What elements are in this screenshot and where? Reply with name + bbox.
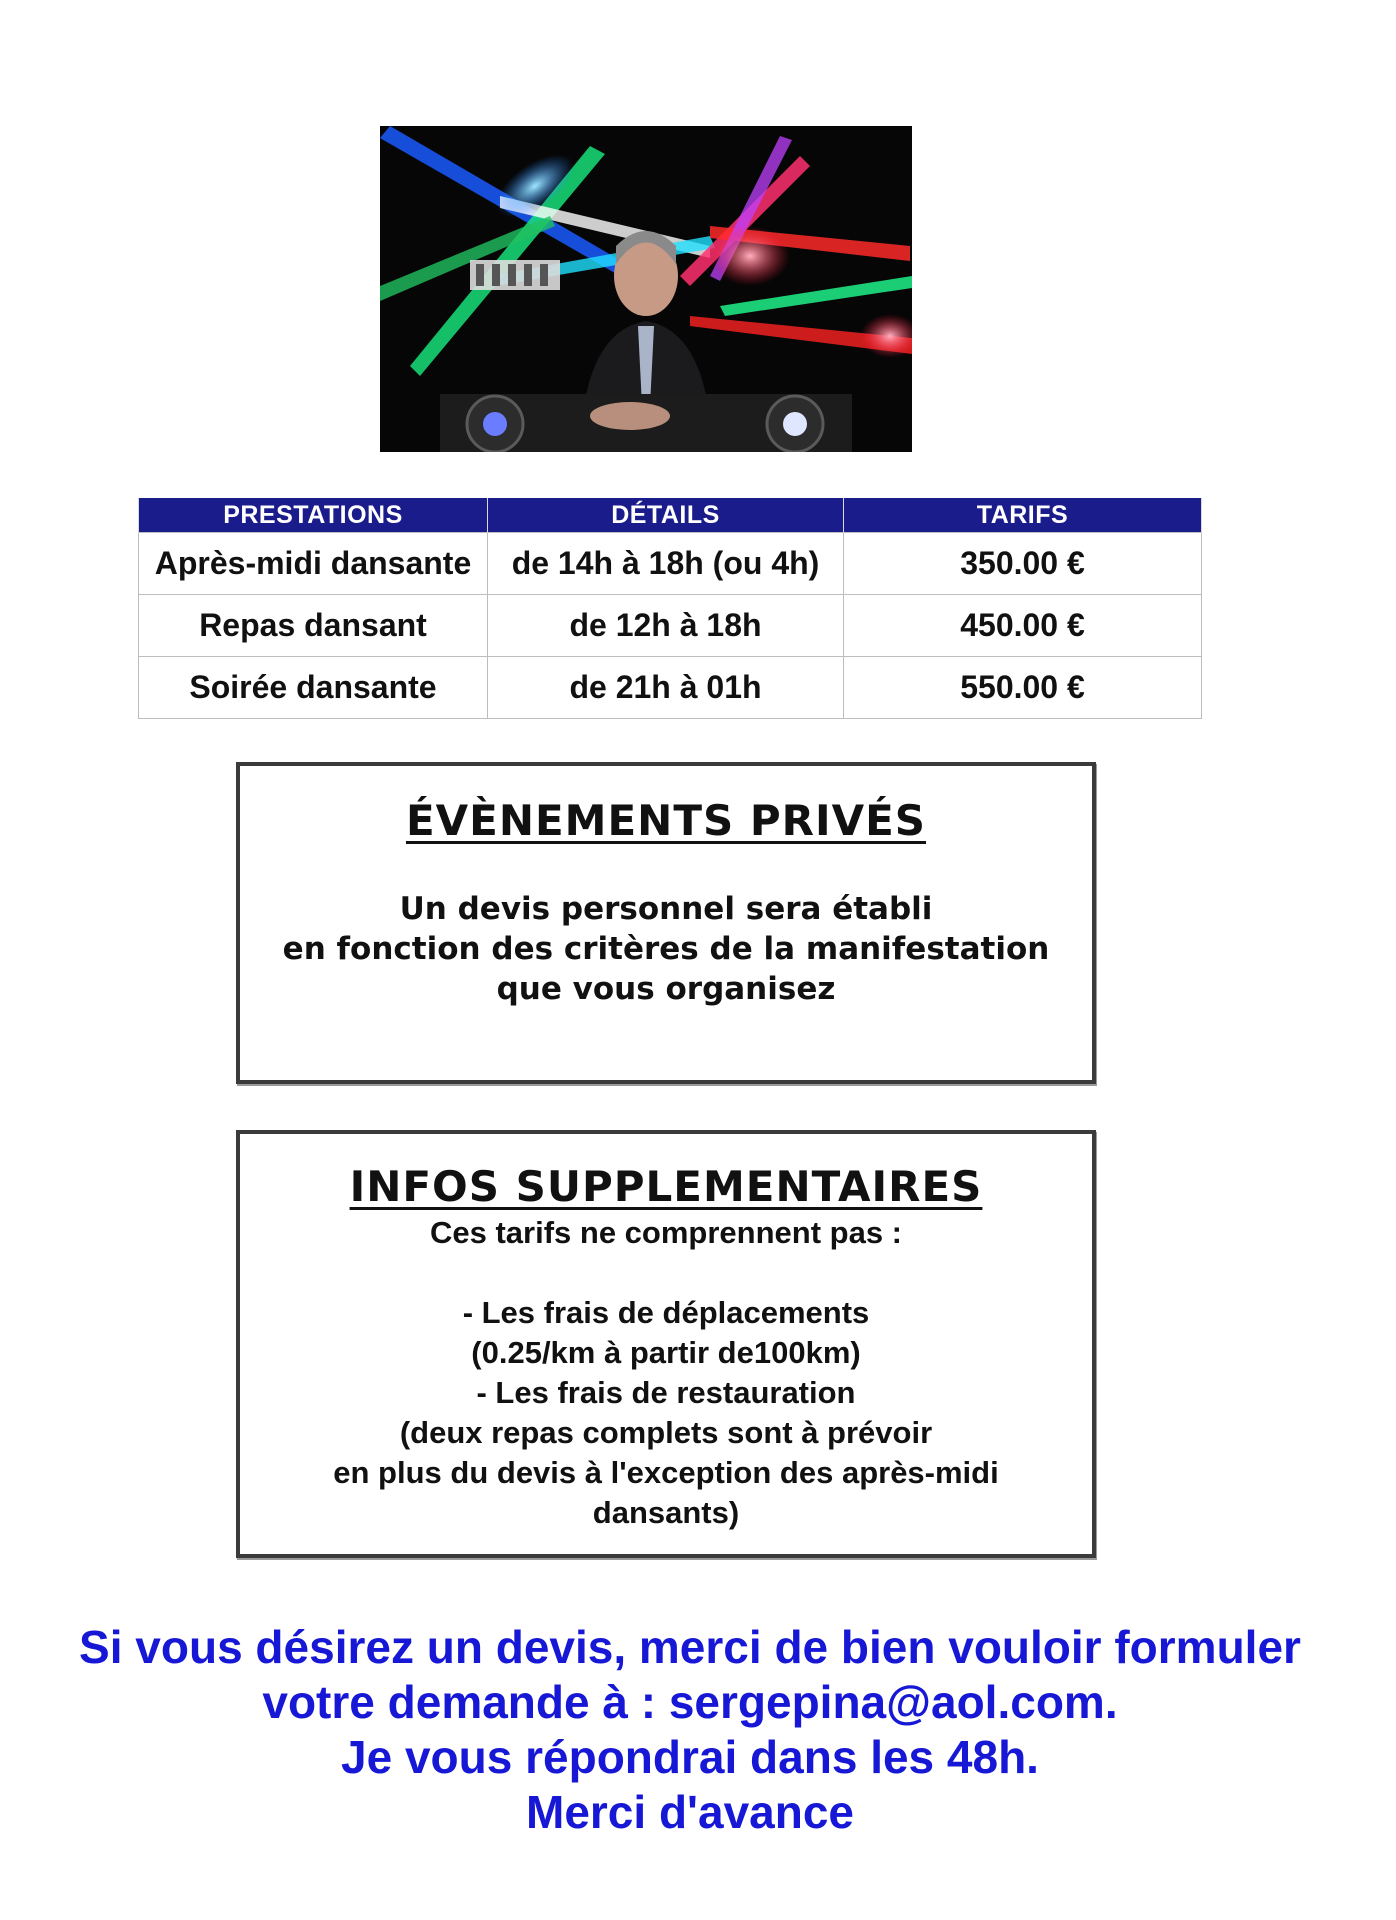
header-tarifs: TARIFS	[844, 498, 1202, 533]
dj-photo	[380, 126, 912, 452]
pricing-header-row	[139, 498, 1202, 533]
service-cell: Repas dansant	[139, 595, 488, 657]
additional-info-line: (0.25/km à partir de100km)	[471, 1335, 861, 1370]
private-events-box	[236, 762, 1096, 1084]
details-cell: de 21h à 01h	[488, 657, 844, 719]
price-cell: 450.00 €	[844, 595, 1202, 657]
service-cell: Après-midi dansante	[139, 533, 488, 595]
additional-info-line: en plus du devis à l'exception des après-midi	[333, 1455, 999, 1490]
private-events-title: ÉVÈNEMENTS PRIVÉS	[405, 796, 927, 845]
private-events-line: en fonction des critères de la manifestation	[282, 931, 1050, 967]
additional-info-line: dansants)	[592, 1495, 740, 1530]
private-events-line: Un devis personnel sera établi	[399, 891, 933, 927]
additional-info-intro: Ces tarifs ne comprennent pas :	[429, 1215, 902, 1250]
private-events-line: que vous organisez	[496, 971, 836, 1007]
contact-line: Merci d'avance	[526, 1786, 854, 1838]
dj-photo-icon	[380, 126, 912, 452]
additional-info-title: INFOS SUPPLEMENTAIRES	[349, 1162, 983, 1211]
additional-info-box	[236, 1130, 1096, 1558]
contact-line: Je vous répondrai dans les 48h.	[341, 1731, 1039, 1783]
table-row	[139, 595, 1202, 657]
table-row	[139, 533, 1202, 595]
details-cell: de 12h à 18h	[488, 595, 844, 657]
contact-line: Si vous désirez un devis, merci de bien vouloir formuler	[79, 1621, 1301, 1673]
contact-line-email[interactable]: votre demande à : sergepina@aol.com.	[262, 1676, 1118, 1728]
table-row	[139, 657, 1202, 719]
additional-info-line: - Les frais de déplacements	[462, 1295, 870, 1330]
additional-info-line: - Les frais de restauration	[476, 1375, 856, 1410]
header-prestations: PRESTATIONS	[139, 498, 488, 533]
header-details: DÉTAILS	[488, 498, 844, 533]
private-events-text	[240, 889, 1092, 1009]
service-cell: Soirée dansante	[139, 657, 488, 719]
price-cell: 350.00 €	[844, 533, 1202, 595]
additional-info-list	[240, 1293, 1092, 1533]
contact-message	[40, 1620, 1340, 1840]
details-cell: de 14h à 18h (ou 4h)	[488, 533, 844, 595]
price-cell: 550.00 €	[844, 657, 1202, 719]
additional-info-line: (deux repas complets sont à prévoir	[399, 1415, 933, 1450]
pricing-table	[138, 498, 1202, 719]
